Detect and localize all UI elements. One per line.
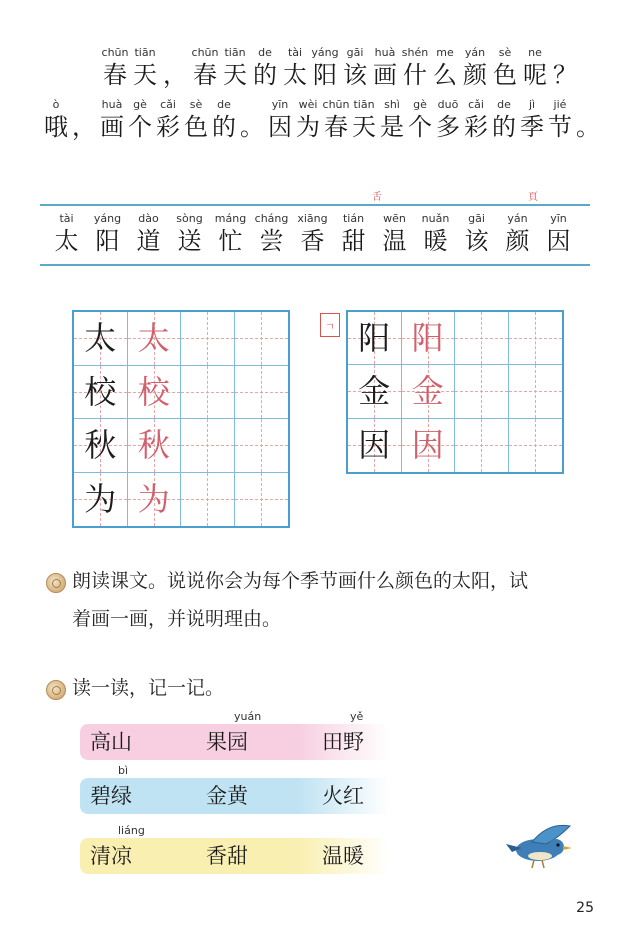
annotated-character: [497, 212, 538, 256]
punctuation-mark: 。: [240, 113, 264, 141]
pinyin: wèi: [298, 98, 318, 111]
annotated-character: [370, 46, 400, 90]
annotated-character: [322, 98, 350, 142]
annotated-character: [518, 98, 546, 142]
hanzi: 太: [283, 61, 307, 89]
annotated-character: [42, 98, 70, 142]
annotated-character: [340, 46, 370, 90]
text-line-1: [100, 46, 580, 90]
vocabulary-word: 清凉: [90, 844, 132, 868]
writing-cell: [509, 419, 563, 472]
hanzi: 送: [177, 227, 202, 255]
pinyin: tián: [342, 212, 365, 225]
annotated-character: [98, 98, 126, 142]
pinyin: yán: [464, 46, 486, 59]
pinyin: wēn: [383, 212, 406, 225]
writing-cell: [181, 312, 235, 366]
hanzi: 彩: [156, 113, 180, 141]
hanzi: 什: [403, 61, 427, 89]
punctuation: [574, 112, 602, 142]
pinyin: huà: [101, 98, 123, 111]
annotated-character: [490, 98, 518, 142]
pinyin: me: [436, 46, 454, 59]
pinyin: shì: [384, 98, 400, 111]
exercise-2-bullet-icon: [46, 680, 66, 700]
hanzi: 温: [382, 227, 407, 255]
annotated-character: [462, 98, 490, 142]
annotated-character: [520, 46, 550, 90]
trace-character: 秋: [137, 426, 170, 465]
pinyin: yīn: [271, 98, 289, 111]
pinyin: cǎi: [160, 98, 176, 111]
annotated-character: [374, 212, 415, 256]
punctuation: [160, 60, 190, 90]
bird-illustration: [500, 820, 580, 872]
pinyin: nuǎn: [421, 212, 450, 225]
annotated-character: [190, 46, 220, 90]
trace-character: 金: [411, 372, 444, 411]
annotated-character: [310, 46, 340, 90]
hanzi: 忙: [218, 227, 243, 255]
annotated-character: [490, 46, 520, 90]
strip-top-rule: [40, 204, 590, 206]
trace-character: 太: [137, 319, 170, 358]
writing-grid-right: [346, 310, 564, 474]
pinyin: ò: [52, 98, 60, 111]
pinyin: yáng: [311, 46, 339, 59]
annotated-character: [210, 212, 251, 256]
word-pinyin: yě: [350, 710, 364, 723]
text-line-2: [42, 98, 602, 142]
pinyin: tài: [59, 212, 74, 225]
hanzi: 春: [324, 113, 348, 141]
annotated-character: [415, 212, 456, 256]
annotated-character: [182, 98, 210, 142]
writing-cell: [402, 365, 456, 418]
hanzi: 画: [373, 61, 397, 89]
writing-cell: [235, 473, 289, 527]
word-band: [80, 710, 390, 760]
vocabulary-word: 温暖: [322, 844, 364, 868]
hanzi: 的: [212, 113, 236, 141]
hanzi: 节: [548, 113, 572, 141]
trace-character: 为: [137, 480, 170, 519]
writing-cell: [455, 312, 509, 365]
hanzi: 天: [352, 113, 376, 141]
hanzi: 因: [268, 113, 292, 141]
hanzi: 阳: [313, 61, 337, 89]
model-character: 金: [358, 372, 391, 411]
pinyin: jié: [553, 98, 567, 111]
writing-cell: [128, 473, 182, 527]
annotated-character: [128, 212, 169, 256]
punctuation-mark: ？: [553, 61, 577, 89]
hanzi: 天: [223, 61, 247, 89]
model-character: 校: [84, 372, 117, 411]
model-character: 为: [84, 480, 117, 519]
exercise-1-line-2: 着画一画，并说明理由。: [72, 608, 282, 630]
pinyin: tiān: [353, 98, 375, 111]
hanzi: 甜: [341, 227, 366, 255]
hanzi: 因: [546, 227, 571, 255]
writing-cell: [74, 419, 128, 473]
pinyin: ne: [528, 46, 542, 59]
model-character: 太: [84, 319, 117, 358]
word-pinyin: bì: [118, 764, 129, 777]
word-pinyin: liáng: [118, 824, 145, 837]
hanzi: 天: [133, 61, 157, 89]
writing-cell: [509, 365, 563, 418]
annotated-character: [538, 212, 579, 256]
hanzi: 彩: [464, 113, 488, 141]
strip-marker-2: 頁: [528, 192, 538, 203]
hanzi: 季: [520, 113, 544, 141]
model-character: 秋: [84, 426, 117, 465]
pinyin: gè: [133, 98, 147, 111]
writing-cell: [509, 312, 563, 365]
pinyin: gāi: [468, 212, 485, 225]
pinyin: gāi: [346, 46, 364, 59]
annotated-character: [46, 212, 87, 256]
vocabulary-word: 高山: [90, 730, 132, 754]
hanzi: 颜: [505, 227, 530, 255]
hanzi: 为: [296, 113, 320, 141]
strip-marker-1: 舌: [372, 192, 382, 203]
writing-cell: [74, 473, 128, 527]
hanzi: 哦: [44, 113, 68, 141]
page-number: 25: [576, 900, 594, 916]
pinyin: sè: [498, 46, 512, 59]
punctuation-mark: 。: [576, 113, 600, 141]
hanzi: 颜: [463, 61, 487, 89]
writing-cell: [235, 366, 289, 420]
word-band: [80, 824, 390, 874]
annotated-character: [251, 212, 292, 256]
hanzi: 色: [184, 113, 208, 141]
writing-cell: [181, 419, 235, 473]
trace-character: 阳: [411, 319, 444, 358]
annotated-character: [430, 46, 460, 90]
punctuation-mark: ，: [163, 61, 187, 89]
vocabulary-word: 碧绿: [90, 784, 132, 808]
writing-cell: [235, 419, 289, 473]
annotated-character: [456, 212, 497, 256]
annotated-character: [210, 98, 238, 142]
annotated-character: [378, 98, 406, 142]
punctuation: [238, 112, 266, 142]
writing-cell: [235, 312, 289, 366]
writing-cell: [128, 366, 182, 420]
vocabulary-word: 果园: [206, 730, 248, 754]
pinyin: yáng: [93, 212, 122, 225]
pinyin: shén: [401, 46, 429, 59]
writing-cell: [181, 473, 235, 527]
annotated-character: [294, 98, 322, 142]
annotated-character: [100, 46, 130, 90]
pinyin: tiān: [224, 46, 246, 59]
annotated-character: [130, 46, 160, 90]
annotated-character: [434, 98, 462, 142]
hanzi: 尝: [259, 227, 284, 255]
pinyin: cǎi: [468, 98, 484, 111]
hanzi: 呢: [523, 61, 547, 89]
word-pinyin: yuán: [234, 710, 262, 723]
annotated-character: [154, 98, 182, 142]
annotated-character: [546, 98, 574, 142]
annotated-character: [250, 46, 280, 90]
writing-cell: [348, 419, 402, 472]
writing-cell: [128, 312, 182, 366]
annotated-character: [400, 46, 430, 90]
pinyin: de: [497, 98, 511, 111]
annotated-character: [280, 46, 310, 90]
annotated-character: [292, 212, 333, 256]
writing-cell: [402, 312, 456, 365]
writing-cell: [455, 365, 509, 418]
pinyin: jì: [528, 98, 536, 111]
hanzi: 色: [493, 61, 517, 89]
writing-cell: [402, 419, 456, 472]
model-character: 阳: [358, 319, 391, 358]
hanzi: 香: [300, 227, 325, 255]
punctuation-mark: ，: [72, 113, 96, 141]
hanzi: 该: [343, 61, 367, 89]
exercise-1-line-1: 朗读课文。说说你会为每个季节画什么颜色的太阳，试: [72, 570, 529, 592]
trace-character: 因: [411, 426, 444, 465]
grid-corner-badge: ㄱ: [320, 313, 340, 337]
hanzi: 个: [408, 113, 432, 141]
hanzi: 是: [380, 113, 404, 141]
writing-cell: [348, 312, 402, 365]
annotated-character: [126, 98, 154, 142]
writing-cell: [74, 366, 128, 420]
annotated-character: [220, 46, 250, 90]
writing-cell: [74, 312, 128, 366]
hanzi: 道: [136, 227, 161, 255]
annotated-character: [87, 212, 128, 256]
pinyin: huà: [374, 46, 396, 59]
vocabulary-word: 田野: [322, 730, 364, 754]
writing-cell: [455, 419, 509, 472]
vocabulary-word: 金黄: [206, 784, 248, 808]
annotated-character: [350, 98, 378, 142]
hanzi: 该: [464, 227, 489, 255]
hanzi: 么: [433, 61, 457, 89]
hanzi: 的: [253, 61, 277, 89]
pinyin: chūn: [191, 46, 219, 59]
pinyin: chūn: [101, 46, 129, 59]
punctuation: [550, 60, 580, 90]
pinyin: máng: [214, 212, 247, 225]
pinyin: duō: [437, 98, 459, 111]
writing-cell: [128, 419, 182, 473]
annotated-character: [460, 46, 490, 90]
hanzi: 春: [193, 61, 217, 89]
punctuation: [70, 112, 98, 142]
pinyin: tài: [287, 46, 303, 59]
hanzi: 的: [492, 113, 516, 141]
hanzi: 个: [128, 113, 152, 141]
writing-grid-left: [72, 310, 290, 528]
pinyin: xiāng: [297, 212, 328, 225]
pinyin: de: [217, 98, 231, 111]
hanzi: 阳: [95, 227, 120, 255]
pinyin: de: [258, 46, 272, 59]
pinyin: yán: [507, 212, 528, 225]
writing-cell: [181, 366, 235, 420]
pinyin: chūn: [322, 98, 350, 111]
writing-cell: [348, 365, 402, 418]
pinyin: sòng: [176, 212, 203, 225]
pinyin: sè: [189, 98, 203, 111]
hanzi: 太: [54, 227, 79, 255]
new-characters-strip: [46, 212, 579, 256]
exercise-2-text: 读一读，记一记。: [72, 677, 225, 699]
vocabulary-word: 火红: [322, 784, 364, 808]
annotated-character: [169, 212, 210, 256]
vocabulary-word: 香甜: [206, 844, 248, 868]
annotated-character: [333, 212, 374, 256]
word-band: [80, 764, 390, 814]
pinyin: gè: [413, 98, 427, 111]
pinyin: dào: [138, 212, 159, 225]
strip-bottom-rule: [40, 264, 590, 266]
annotated-character: [266, 98, 294, 142]
exercise-1-bullet-icon: [46, 573, 66, 593]
model-character: 因: [358, 426, 391, 465]
hanzi: 多: [436, 113, 460, 141]
annotated-character: [406, 98, 434, 142]
hanzi: 暖: [423, 227, 448, 255]
hanzi: 春: [103, 61, 127, 89]
hanzi: 画: [100, 113, 124, 141]
pinyin: tiān: [134, 46, 156, 59]
trace-character: 校: [137, 372, 170, 411]
pinyin: cháng: [254, 212, 289, 225]
pinyin: yīn: [550, 212, 567, 225]
